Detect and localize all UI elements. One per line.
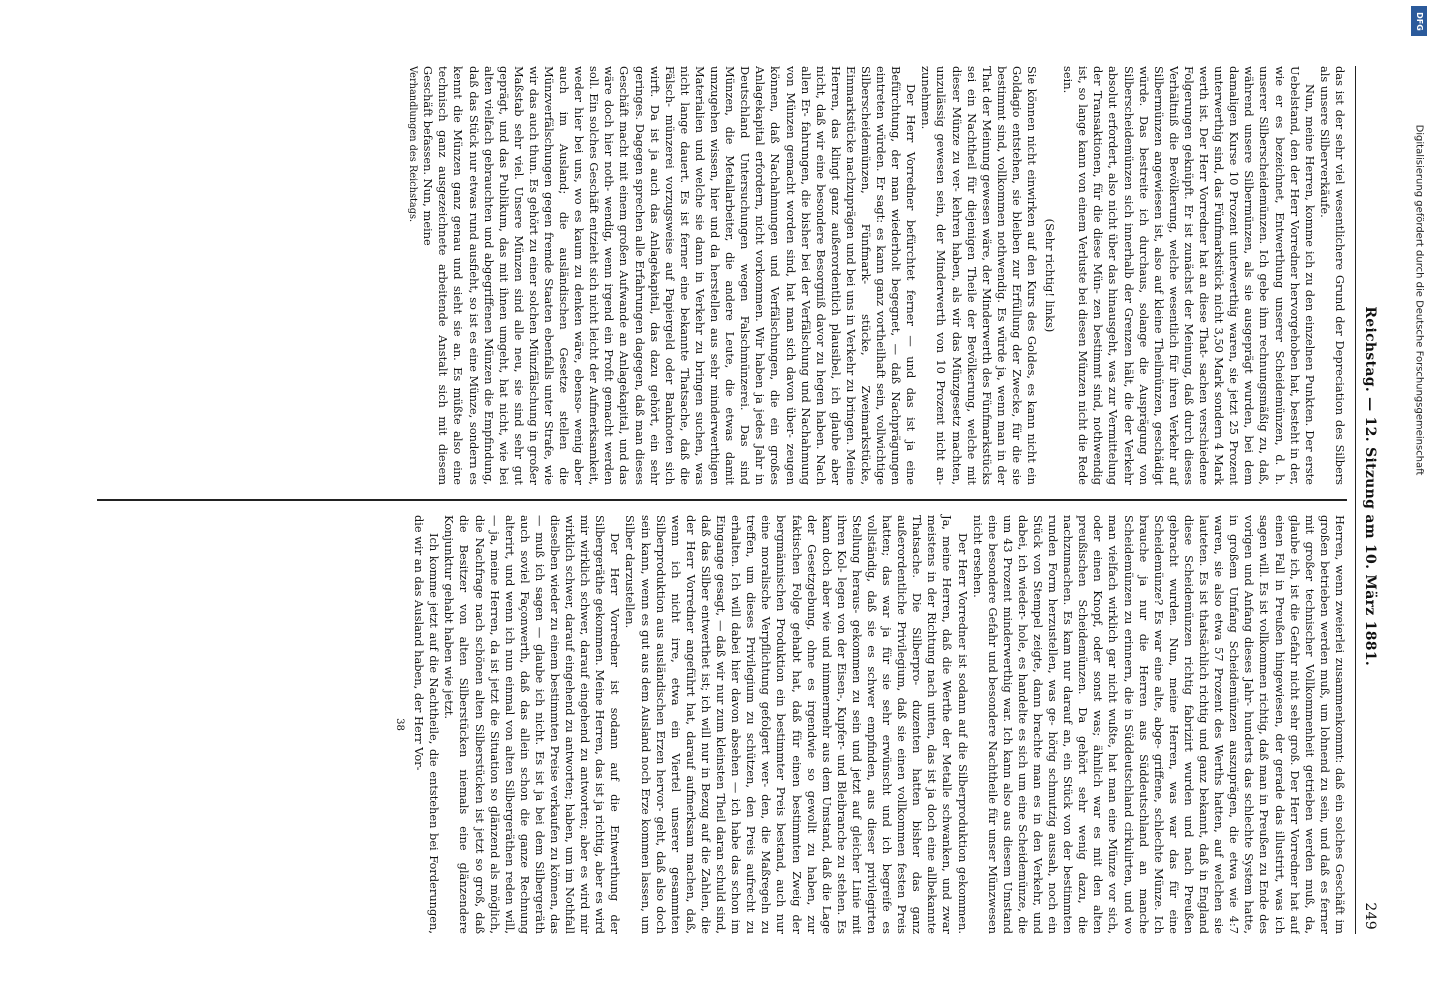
dfg-credit: Digitalisierung gefördert durch die Deutsche Forschungsgemeinschaft (1413, 124, 1425, 476)
page-header (1355, 66, 1377, 934)
footer-note: Verhandlungen des Reichstags. (407, 66, 419, 223)
dfg-sidebar (1408, 0, 1430, 1000)
paragraph: Der Herr Vorredner befürchtet ferner — und das ist ja eine Befürchtung, der man wiederholt begegnet, — daß Nachprägungen eintreten würden. Er sagt: es kann ganz vortheilhaft sein, vollwichtige Silberscheidemünzen, Fünfmark- stücke, Zweimarkstücke, Einmarkstücke nachzuprägen und bei uns in Verkehr zu bringen. Meine Herren, das klingt ganz außerordentlich plausibel, ich glaube aber nicht, daß wir eine besondere Besorgniß davor zu hegen haben. Nach allen Er- fahrungen, die bisher bei der Verfälschung und Nachahmung von Münzen gemacht worden sind, hat man sich davon über- zeugen können, daß Nachahmungen und Verfälschungen, die ein großes Anlagekapital erfordern, nicht vorkommen. Wir haben ja jedes Jahr in Deutschland Untersuchungen wegen Falschmünzerei. Das sind Münzen, die Metallarbeiter, die andere Leute, die etwas damit umzugehen wissen, hier und da herstellen aus sehr minderwerthigen Materialien und welche sie dann in Verkehr zu bringen suchen, was nicht lange dauert. Es ist ferner eine bekannte Thatsache, daß die Fälsch- münzerei vorzugsweise auf Papiergeld oder Banknoten sich wirft. Da ist ja auch das Anlagekapital, das dazu gehört, ein sehr geringes. Dagegen sprechen alle Erfahrungen dagegen, daß man dieses Geschäft macht mit einem großen Aufwande an Anlagekapital, und das wäre doch hier noth- wendig, wenn irgend ein Profit gemacht werden soll. Ein solches Geschäft entzieht sich nicht leicht der Aufmerksamkeit, weder hier bei uns, wo es kaum zu denken wäre, ebenso- wenig aber auch im Ausland; die ausländischen Gesetze stellen die Münzverfälschungen gegen fremde Staaten ebenfalls unter Strafe, wie wir das auch thun. Es gehört zu einer solchen Münzfälschung in großer Maßstab sehr viel. Unsere Münzen sind alle neu, sie sind sehr gut geprägt, und das Publikum, das mit ihnen umgeht, hat nicht, wie bei alten vielfach gebrauchten und abgegriffenen Münzen die Empfindung, daß das Stück nur etwas rund ausfieht, so ist es eine Münze, sondern es kennt die Münzen ganz genau und sieht sie an. Es müßte also eine technisch ganz ausgezeichnete arbeitende Anstalt sich mit diesem Geschäft befassen. Nun, meine (421, 66, 919, 485)
paragraph: das ist der sehr viel wesentlichere Grund der Depreciation des Silbers als unsere Silberverkäufe. (1317, 66, 1347, 485)
signature-mark: 38 (394, 718, 406, 731)
page-number: 249 (1362, 902, 1378, 930)
paragraph: Herren, wenn zweierlei zusammenkommt: daß ein solches Geschäft im großen betrieben werden muß, um lohnend zu sein, und daß es ferner mit großer technischer Vollkommenheit getrieben werden muß, da, glaube ich, ist die Gefahr nicht sehr groß. Der Herr Vorredner hat auf einen Fall in Preußen hingewiesen, der gerade das illustrirt, was ich sagen will. Es ist vollkommen richtig, daß man in Preußen zu Ende des vorigen und Anfang dieses Jahr- hunderts das schlechte System hatte, in großem Umfang Scheidemünzen auszuprägen, die etwa wie 4:7 waren, sie also etwa 57 Prozent des Werths hatten, auf welchen sie lauteten. Es ist thatsächlich richtig und ganz bekannt, daß in England diese Scheidemünzen richtig fabrizirt wurden und nach Preußen gebracht wurden. Nun, meine Herren, was war das für eine Scheidemünze? Es war eine alte, abge- griffene, schlechte Münze. Ich brauche ja nur die Herren aus Süddeutschland an manche Scheidemünzen zu erinnern, die in Süddeutschland cirkulirten, und wo man vielfach wirklich gar nicht wußte, hat man eine Münze vor sich, oder einen Knopf, oder sonst was; ähnlich war es mit den alten preußischen Scheidemünzen. Da gehört sehr wenig dazu, die nachzumachen. Es kam nur darauf an, ein Stück von der bestimmten runden Form herzustellen, was ge- hörig schmutzig aussah, noch ein Stück von Stempel zeigte, dann brachte man es in den Verkehr, und dabei, ich wieder- hole, es handelte es sich um eine Scheidemünze, die um 43 Prozent minderwerthig war. Ich kann also aus diesem Umstand eine besondere Gefahr und besondere Nachtheile für unser Münzwesen nicht ersehen. (970, 515, 1347, 934)
paragraph: Der Herr Vorredner ist sodann auf die Entwerthung der Silbergeräthe gekommen. Meine Herren, das ist ja richtig, aber es wird mir wirklich schwer, darauf eingehend zu antworten; aber es wird mir wirklich schwer, darauf eingehend zu antworten; haben, um im Nothfall dieselben wieder zu einem bestimmten Preise verkaufen zu können, das — muß ich sagen — glaube ich nicht. Es ist ja bei dem Silbergeräth auch soviel Façonwerth, daß das allein schon die ganze Rechnung alterirt, und wenn ich nun einmal von alten Silbergeräthen reden will, — ja, meine Herren, da ist jetzt die Situation so glänzend als möglich, die Nachfrage nach schönen alten Silberstücken ist jetzt so groß, daß die Besitzer von alten Silberstücken niemals eine glänzendere Konjunktur gehabt haben wie jetzt. (442, 515, 623, 934)
paragraph: Nun, meine Herren, komme ich zu den einzelnen Punkten. Der erste Uebelstand, den der Herr Vorredner hervorgehoben hat, besteht in der, wie er es bezeichnet, Entwerthung unserer Scheidemünzen, d. h. unserer Silberscheidemünzen. Ich gebe ihm rechnungsmäßig zu, daß, während unsere Silbermünzen, als sie ausgeprägt wurden, bei dem damaligen Kurse 10 Prozent unterwerthig waren, sie jetzt 25 Prozent unterwerthig sind, das Fünfmarkstück nicht 3,50 Mark sondern 4 Mark werth ist. Der Herr Vorredner hat an diese That- sachen verschiedene Folgerungen geknüpft. Er ist zunächst der Meinung, daß durch dieses Verhältniß die Bevölkerung, welche wesentlich für ihren Verkehr auf Silbermünzen angewiesen ist, also auf kleine Theilmünzen, geschädigt würde. Das bestreite ich durchaus, solange die Ausprägung von Silberscheidemünzen sich innerhalb der Grenzen hält, die der Verkehr absolut erfordert, also nicht über das hinausgeht, was zur Vermittelung der Transaktionen, für die diese Mün- zen bestimmt sind, nothwendig ist, so lange kann von einem Verluste bei diesen Münzen nicht die Rede sein. (1061, 66, 1317, 485)
left-column (97, 66, 1347, 499)
page-title: Reichstag. — 12. Sitzung am 10. März 1881. (1362, 306, 1378, 667)
document-page (41, 30, 1391, 970)
interjection: (Sehr richtig! links) (1043, 218, 1058, 333)
paragraph: Sie können nicht einwirken auf den Kurs des Goldes, es kann nicht ein Goldagio entstehen, sie bleiben zur Erfüllung der Zwecke, für die sie bestimmt sind, vollkommen nothwendig. Es würde ja, wenn man in der That der Meinung gewesen wäre, der Minderwerth des Fünfmarkstücks sei ein Nachtheil für diejenigen Theile der Bevölkerung, welche mit dieser Münze zu ver- kehren haben, als wir das Münzgesetz machten, unzulässig gewesen sein, der Minderwerth von 10 Prozent nicht an- zunehmen. (919, 66, 1040, 485)
text-columns (97, 66, 1347, 934)
dfg-logo-text: DFG (1414, 11, 1424, 31)
right-column (97, 501, 1347, 934)
paragraph: Ich komme jetzt auf die Nachtheile, die entstehen bei Forderungen, die wir an das Ausland haben, der Herr Vor- (412, 515, 442, 934)
paragraph: Der Herr Vorredner ist sodann auf die Silberproduktion gekommen. Ja, meine Herren, daß die Werthe der Metalle schwanken, und zwar meistens in der Richtung nach unten, das ist ja doch eine allbekannte Thatsache. Die Silberpro- duzenten hatten bisher das ganz außerordentliche Privilegium, daß sie einen vollkommen festen Preis hatten; das war ja für sie sehr erwünscht und ich begreife es vollständig, daß sie es schwer empfinden, aus dieser privilegirten Stellung heraus- gekommen zu sein und jetzt auf gleicher Linie mit ihren Kol- legen von der Eisen-, Kupfer- und Bleibranche zu stehen. Es kann doch aber wie und nimmermehr aus dem Umstand, daß die Lage der Gesetzgebung, ohne es irgendwie so gewollt zu haben, zur faktischen Folge gehabt hat, daß für einen bestimmten Zweig der bergmännischen Produktion ein bestimmter Preis bestand, auch nur eine moralische Verpflichtung gefolgert wer- den, die Maßregeln zu treffen, um dieses Privilegium zu schützen, den Preis aufrecht zu erhalten. Ich will dabei hier davon absehen — ich habe das schon im Eingange gesagt, — daß wir nur zum kleinsten Theil daran schuld sind, daß das Silber entwerthet ist; ich will nur in Bezug auf die Zahlen, die der Herr Vorredner angeführt hat, darauf aufmerksam machen, daß, wenn ich nicht irre, etwa ein Viertel unserer gesammten Silberproduktion aus ausländischen Erzen hervor- geht, daß also doch sein kann, wenn es gut aus dem Ausland noch Erze kommen lassen, um Silber darzustellen. (623, 515, 970, 934)
dfg-logo-icon (1411, 6, 1427, 36)
